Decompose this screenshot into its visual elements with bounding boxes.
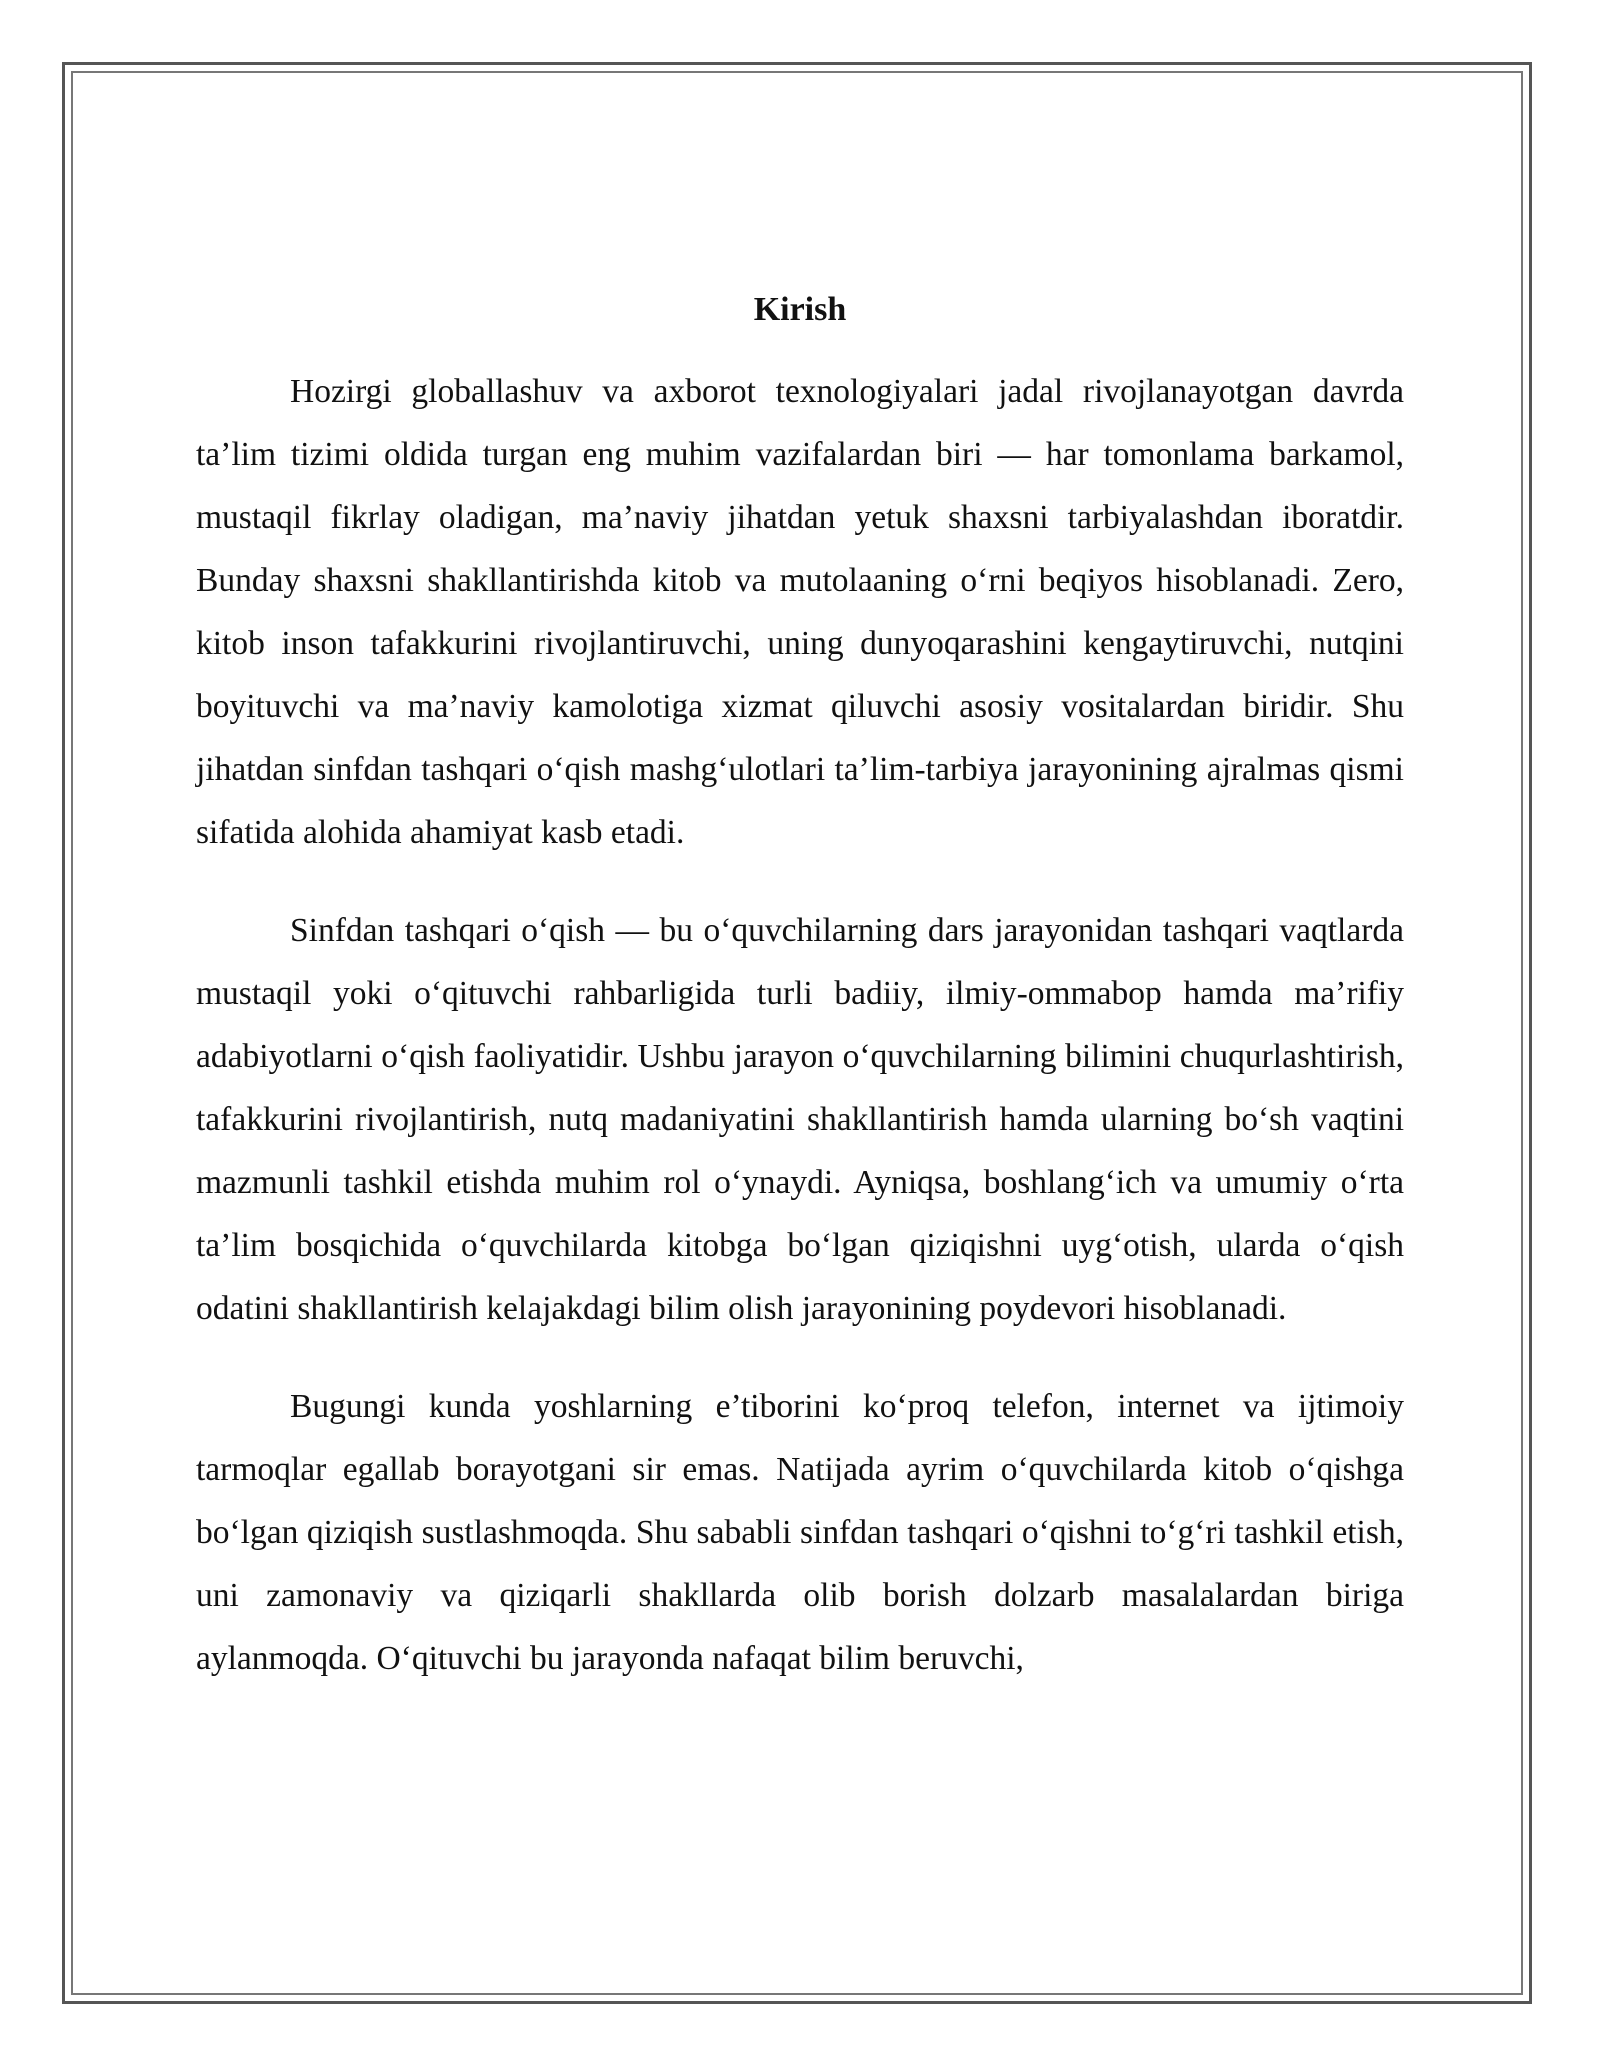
document-body bbox=[196, 280, 1404, 1725]
paragraph-3: Bugungi kunda yoshlarning e’tiborini ko‘proq telefon, internet va ijtimoiy tarmoqlar egallab borayotgani sir emas. Natijada ayrim o‘quvchilarda kitob o‘qishga bo‘lgan qiziqish sustlashmoqda. Shu sababli sinfdan tashqari o‘qishni to‘g‘ri tashkil etish, uni zamonaviy va qiziqarli shakllarda olib borish dolzarb masalalardan biriga aylanmoqda. O‘qituvchi bu jarayonda nafaqat bilim beruvchi, bbox=[196, 1388, 1404, 1677]
paragraph-1: Hozirgi globallashuv va axborot texnologiyalari jadal rivojlanayotgan davrda ta’lim tizimi oldida turgan eng muhim vazifalardan biri — har tomonlama barkamol, mustaqil fikrlay oladigan, ma’naviy jihatdan yetuk shaxsni tarbiyalashdan iboratdir. Bunday shaxsni shakllantirishda kitob va mutolaaning o‘rni beqiyos hisoblanadi. Zero, kitob inson tafakkurini rivojlantiruvchi, uning dunyoqarashini kengaytiruvchi, nutqini boyituvchi va ma’naviy kamolotiga xizmat qiluvchi asosiy vositalardan biridir. Shu jihatdan sinfdan tashqari o‘qish mashg‘ulotlari ta’lim-tarbiya jarayonining ajralmas qismi sifatida alohida ahamiyat kasb etadi. bbox=[196, 373, 1404, 851]
document-title: Kirish bbox=[753, 291, 847, 328]
paragraph-2: Sinfdan tashqari o‘qish — bu o‘quvchilarning dars jarayonidan tashqari vaqtlarda mustaqil yoki o‘qituvchi rahbarligida turli badiiy, ilmiy-ommabop hamda ma’rifiy adabiyotlarni o‘qish faoliyatidir. Ushbu jarayon o‘quvchilarning bilimini chuqurlashtirish, tafakkurini rivojlantirish, nutq madaniyatini shakllantirish hamda ularning bo‘sh vaqtini mazmunli tashkil etishda muhim rol o‘ynaydi. Ayniqsa, boshlang‘ich va umumiy o‘rta ta’lim bosqichida o‘quvchilarda kitobga bo‘lgan qiziqishni uyg‘otish, ularda o‘qish odatini shakllantirish kelajakdagi bilim olish jarayonining poydevori hisoblanadi. bbox=[196, 912, 1404, 1327]
